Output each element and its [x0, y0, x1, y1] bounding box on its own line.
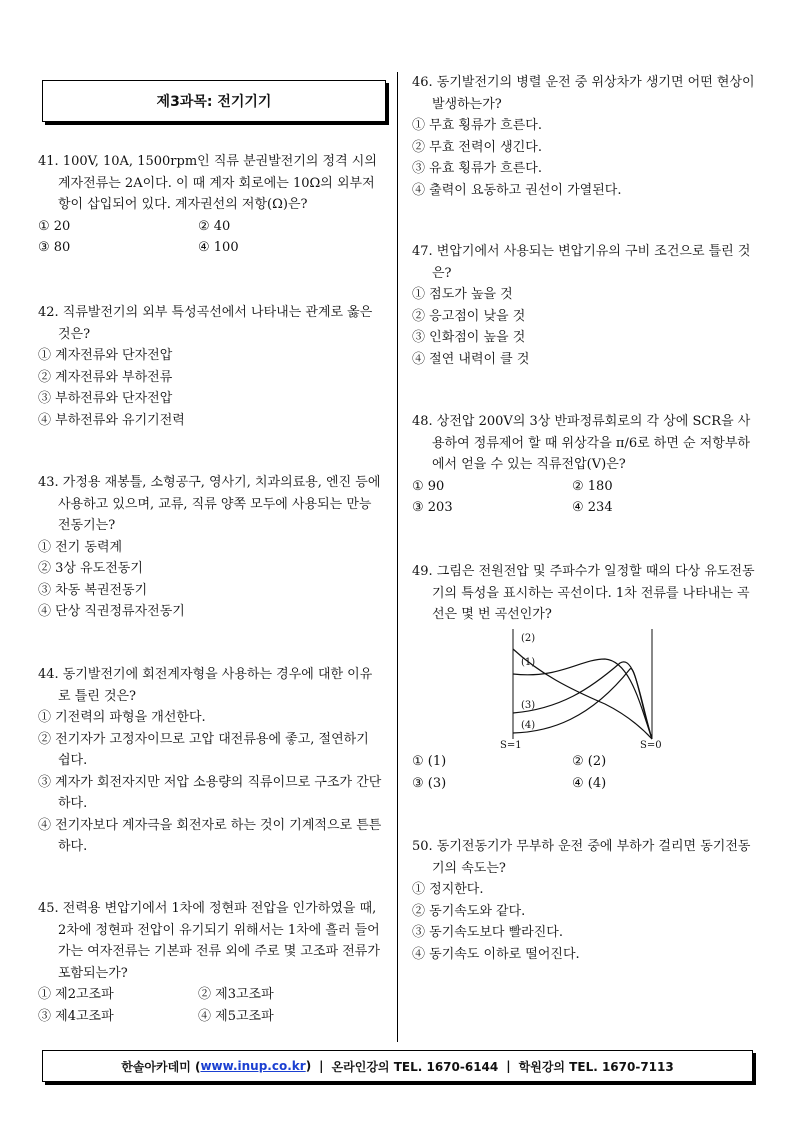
- option: ① 제2고조파: [38, 987, 114, 1002]
- question-stem: 47. 변압기에서 사용되는 변압기유의 구비 조건으로 틀린 것은?: [412, 244, 751, 281]
- question-stem: 50. 동기전동기가 무부하 운전 중에 부하가 걸리면 동기전동기의 속도는?: [412, 839, 751, 876]
- option: ④ 전기자보다 계자극을 회전자로 하는 것이 기계적으로 튼튼하다.: [38, 817, 382, 854]
- axis-label-left: S=1: [500, 740, 522, 751]
- option: ② 180: [572, 478, 613, 494]
- option: ③ 203: [412, 500, 453, 515]
- option: ② (2): [572, 754, 607, 769]
- option: ④ 제5고조파: [198, 1008, 274, 1024]
- option-row: [38, 216, 384, 238]
- option: ④ 출력이 요동하고 권선이 가열된다.: [412, 182, 622, 198]
- option: ② 3상 유도전동기: [38, 561, 143, 576]
- option-row: [38, 984, 384, 1006]
- question-47: [412, 241, 758, 370]
- option: ② 동기속도와 같다.: [412, 903, 526, 919]
- option-row: [412, 497, 758, 519]
- question-43: [38, 472, 384, 623]
- question-stem: 46. 동기발전기의 병렬 운전 중 위상차가 생기면 어떤 현상이 발생하는가?: [412, 75, 755, 112]
- option: ① (1): [412, 754, 447, 769]
- question-48: [412, 411, 758, 519]
- question-stem: 43. 가정용 재봉틀, 소형공구, 영사기, 치과의료용, 엔진 등에 사용하고 있으며, 교류, 직류 양쪽 모두에 사용되는 만능전동기는?: [38, 475, 381, 533]
- option: ① 20: [38, 218, 71, 234]
- curve-label: (3): [521, 700, 536, 711]
- curve-label: (4): [521, 720, 536, 731]
- question-45: [38, 898, 384, 1027]
- question-44: [38, 664, 384, 858]
- option: ③ 동기속도보다 빨라진다.: [412, 925, 563, 940]
- question-41: [38, 151, 384, 259]
- option: ③ 차동 복권전동기: [38, 582, 148, 598]
- option: ② 전기자가 고정자이므로 고압 대전류용에 좋고, 절연하기 쉽다.: [38, 731, 369, 768]
- curve-label: (1): [521, 657, 536, 668]
- option-row: [412, 751, 758, 773]
- question-stem: 42. 직류발전기의 외부 특성곡선에서 나타내는 관계로 옳은 것은?: [38, 305, 373, 342]
- question-49-options: [412, 751, 758, 794]
- option: ① 기전력의 파형을 개선한다.: [38, 710, 206, 725]
- question-stem: 41. 100V, 10A, 1500rpm인 직류 분권발전기의 정격 시의 계자전류는 2A이다. 이 때 계자 회로에는 10Ω의 외부저항이 삽입되어 있다. 계자권선의 저항(Ω)은?: [38, 154, 377, 212]
- option: ④ 234: [572, 500, 613, 515]
- footer-separator: |: [319, 1059, 324, 1073]
- subject-title-box: [42, 80, 386, 122]
- option: ① 무효 횡류가 흐른다.: [412, 118, 542, 133]
- option: ① 전기 동력계: [38, 539, 123, 555]
- option: ② 무효 전력이 생긴다.: [412, 139, 542, 155]
- option: ① 정지한다.: [412, 882, 484, 897]
- option: ② 제3고조파: [198, 987, 274, 1002]
- option: ④ 단상 직권정류자전동기: [38, 604, 185, 619]
- option: ③ 인화점이 높을 것: [412, 330, 526, 345]
- option: ③ (3): [412, 775, 447, 791]
- option: ① 점도가 높을 것: [412, 287, 513, 302]
- option: ③ 80: [38, 240, 71, 255]
- footer-brand: 한솔아카데미 (: [121, 1059, 201, 1074]
- footer-bar: [42, 1050, 753, 1082]
- question-stem: 45. 전력용 변압기에서 1차에 정현파 전압을 인가하였을 때, 2차에 정현파 전압이 유기되기 위해서는 1차에 흘러 들어가는 여자전류는 기본파 전류 외에 주로 몇 고조파 전류가 포함되는가?: [38, 901, 380, 981]
- option: ③ 계자가 회전자지만 저압 소용량의 직류이므로 구조가 간단하다.: [38, 774, 382, 811]
- option: ④ 절연 내력이 클 것: [412, 351, 530, 367]
- option: ④ 동기속도 이하로 떨어진다.: [412, 946, 580, 962]
- option: ④ (4): [572, 775, 607, 791]
- axis-label-right: S=0: [640, 740, 662, 751]
- option: ③ 유효 횡류가 흐른다.: [412, 161, 542, 176]
- question-50: [412, 836, 758, 965]
- option: ② 40: [198, 218, 231, 234]
- motor-characteristic-figure: [500, 629, 662, 751]
- subject-title: 제3과목: 전기기기: [156, 94, 272, 110]
- question-stem: 44. 동기발전기에 회전계자형을 사용하는 경우에 대한 이유로 틀린 것은?: [38, 667, 373, 704]
- footer-url-link[interactable]: www.inup.co.kr: [200, 1059, 306, 1073]
- column-divider: [397, 72, 398, 1042]
- footer-offline-tel: 학원강의 TEL. 1670-7113: [518, 1059, 674, 1074]
- option: ③ 부하전류와 단자전압: [38, 391, 173, 406]
- option-row: [38, 237, 384, 259]
- option: ② 계자전류와 부하전류: [38, 369, 173, 385]
- question-46: [412, 72, 758, 201]
- option: ② 응고점이 낮을 것: [412, 308, 526, 324]
- option: ① 90: [412, 478, 445, 494]
- footer-separator: |: [506, 1059, 511, 1073]
- option: ① 계자전류와 단자전압: [38, 348, 173, 363]
- option-row: [412, 773, 758, 795]
- option-row: [412, 476, 758, 498]
- footer-online-tel: 온라인강의 TEL. 1670-6144: [331, 1059, 499, 1074]
- question-stem: 48. 상전압 200V의 3상 반파정류회로의 각 상에 SCR을 사용하여 정류제어 할 때 위상각을 π/6로 하면 순 저항부하에서 얻을 수 있는 직류전압(V)은?: [412, 414, 751, 472]
- question-49: [412, 561, 758, 626]
- question-stem: 49. 그림은 전원전압 및 주파수가 일정할 때의 다상 유도전동기의 특성을 표시하는 곡선이다. 1차 전류를 나타내는 곡선은 몇 번 곡선인가?: [412, 564, 755, 622]
- footer-url-close: ): [305, 1059, 312, 1073]
- curve-label: (2): [521, 633, 536, 644]
- option: ③ 제4고조파: [38, 1008, 114, 1024]
- option: ④ 부하전류와 유기기전력: [38, 412, 185, 428]
- option-row: [38, 1006, 384, 1028]
- question-42: [38, 302, 384, 431]
- option: ④ 100: [198, 240, 239, 255]
